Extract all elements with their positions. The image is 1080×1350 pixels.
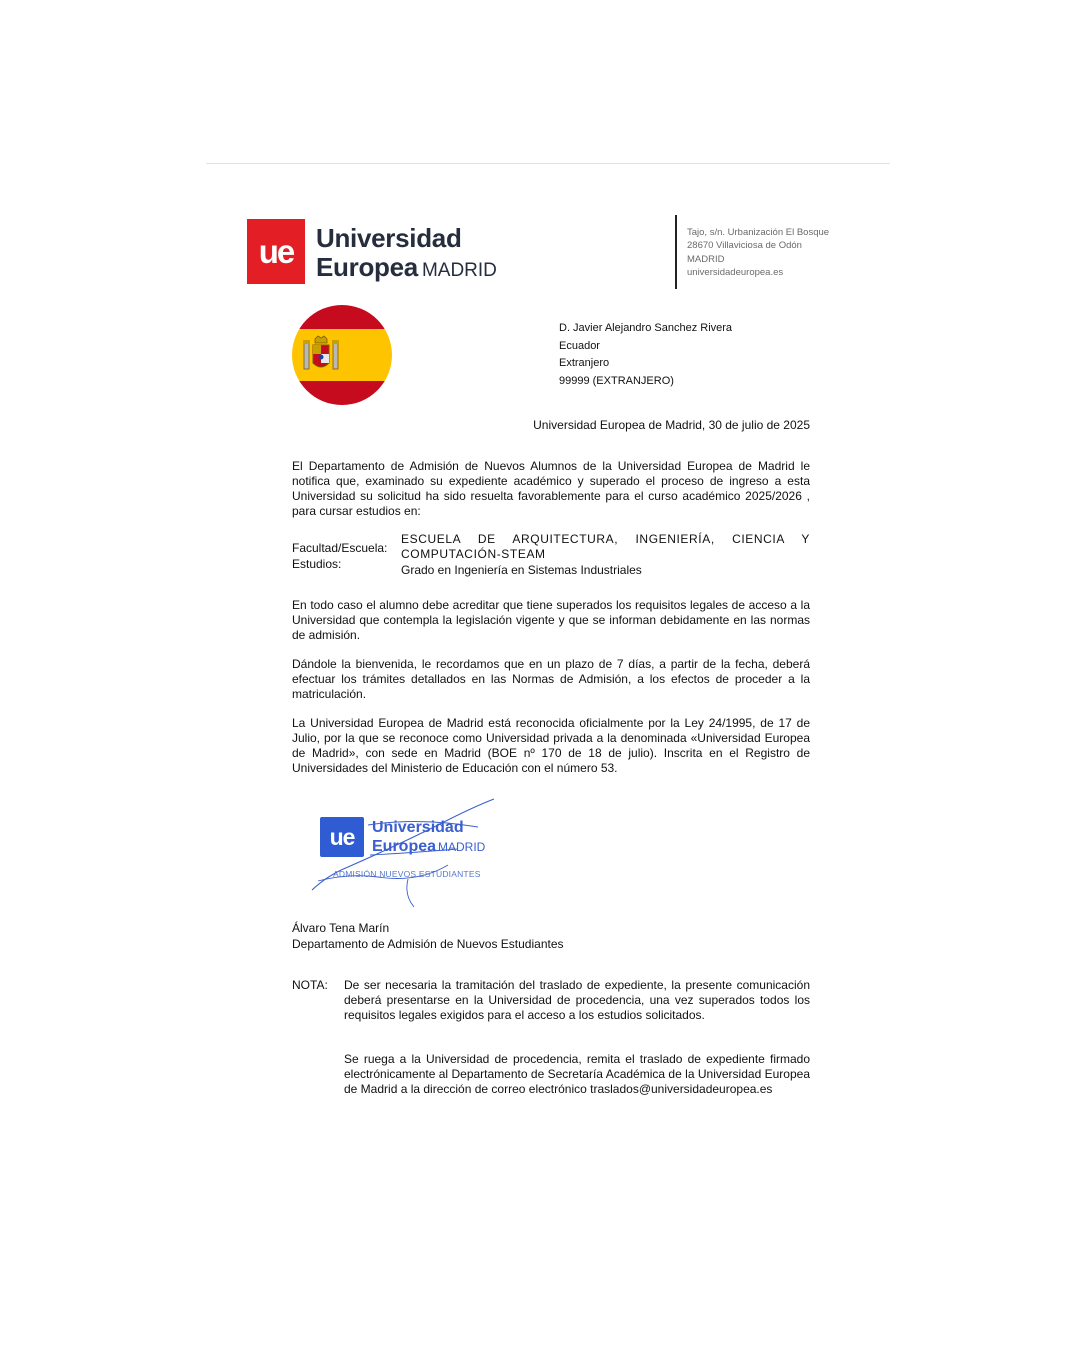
stamp-ue-mark: ue — [320, 817, 364, 857]
intro-paragraph: El Departamento de Admisión de Nuevos Alumnos de la Universidad Europea de Madrid le notifica que, examinado su expediente académico y superado el proceso de ingreso a esta Universidad su solicitud ha sido resuelta favorablemente para el curso académico 2025/2026 , para cursar estudios en: — [292, 459, 810, 518]
recipient-country: Ecuador — [559, 339, 600, 352]
coat-of-arms-icon — [302, 335, 340, 375]
stamp-line-1: Universidad — [372, 819, 464, 836]
admission-stamp — [308, 795, 508, 910]
requirements-paragraph: En todo caso el alumno debe acreditar que tiene superados los requisitos legales de acceso a la Universidad que contempla la legislación vigente y que se informan debidamente en las normas de admisión. — [292, 598, 810, 642]
header-vertical-divider — [675, 215, 677, 289]
faculty-labels — [292, 540, 387, 572]
stamp-europea: Europea — [372, 838, 437, 855]
signer-department: Departamento de Admisión de Nuevos Estudiantes — [292, 937, 564, 951]
logo-line-2 — [316, 252, 497, 283]
address-line: 28670 Villaviciosa de Odón — [687, 240, 802, 252]
faculty-values — [401, 532, 810, 578]
logo-line-1: Universidad — [316, 223, 462, 253]
recipient-region: Extranjero — [559, 357, 610, 370]
logo-city: MADRID — [421, 260, 497, 281]
address-line: Tajo, s/n. Urbanización El Bosque — [687, 227, 830, 238]
note-paragraph-2: Se ruega a la Universidad de procedencia, remita el traslado de expediente firmado electrónicamente al Departamento de Secretaría Académica de la Universidad Europea de Madrid a la dirección de correo electrónico traslados@universidadeuropea.es — [344, 1052, 810, 1096]
date-line: Universidad Europea de Madrid, 30 de julio de 2025 — [533, 418, 810, 432]
signer-name: Álvaro Tena Marín — [292, 921, 390, 935]
spain-flag-icon — [292, 305, 392, 405]
note-label: NOTA: — [292, 978, 328, 992]
ue-logo-mark: ue — [247, 219, 305, 284]
university-address — [687, 226, 829, 279]
recognition-paragraph: La Universidad Europea de Madrid está reconocida oficialmente por la Ley 24/1995, de 17 de Julio, por la que se reconoce como Universidad privada a la denominada «Universidad Europea de Madrid», con sede en Madrid (BOE nº 170 de 18 de julio). Inscrita en el Registro de Universidades del Ministerio de Educación con el número 53. — [292, 716, 810, 775]
recipient-name: D. Javier Alejandro Sanchez Rivera — [559, 322, 733, 334]
faculty-label: Facultad/Escuela: — [292, 541, 388, 555]
address-line: MADRID — [687, 253, 725, 265]
signature-icon — [308, 795, 508, 910]
studies-value: Grado en Ingeniería en Sistemas Industriales — [401, 563, 642, 577]
signer-block — [292, 920, 564, 952]
faculty-value: ESCUELA DE ARQUITECTURA, INGENIERÍA, CIENCIA Y COMPUTACIÓN-STEAM — [401, 532, 810, 561]
note-paragraph-1: De ser necesaria la tramitación del traslado de expediente, la presente comunicación deberá presentarse en la Universidad de procedencia, una vez superados todos los requisitos legales exigidos para el acceso a los estudios solicitados. — [344, 978, 810, 1022]
welcome-paragraph: Dándole la bienvenida, le recordamos que en un plazo de 7 días, a partir de la fecha, deberá efectuar los trámites detallados en las Normas de Admisión, a los efectos de proceder a la matriculación. — [292, 657, 810, 701]
studies-label: Estudios: — [292, 557, 342, 571]
recipient-block — [559, 320, 732, 390]
logo-europea: Europea — [316, 252, 418, 282]
stamp-subtitle: ADMISIÓN NUEVOS ESTUDIANTES — [333, 869, 481, 879]
stamp-city: MADRID — [438, 840, 486, 854]
recipient-postal: 99999 (EXTRANJERO) — [559, 374, 674, 387]
address-website: universidadeuropea.es — [687, 266, 784, 278]
top-divider — [206, 163, 890, 164]
